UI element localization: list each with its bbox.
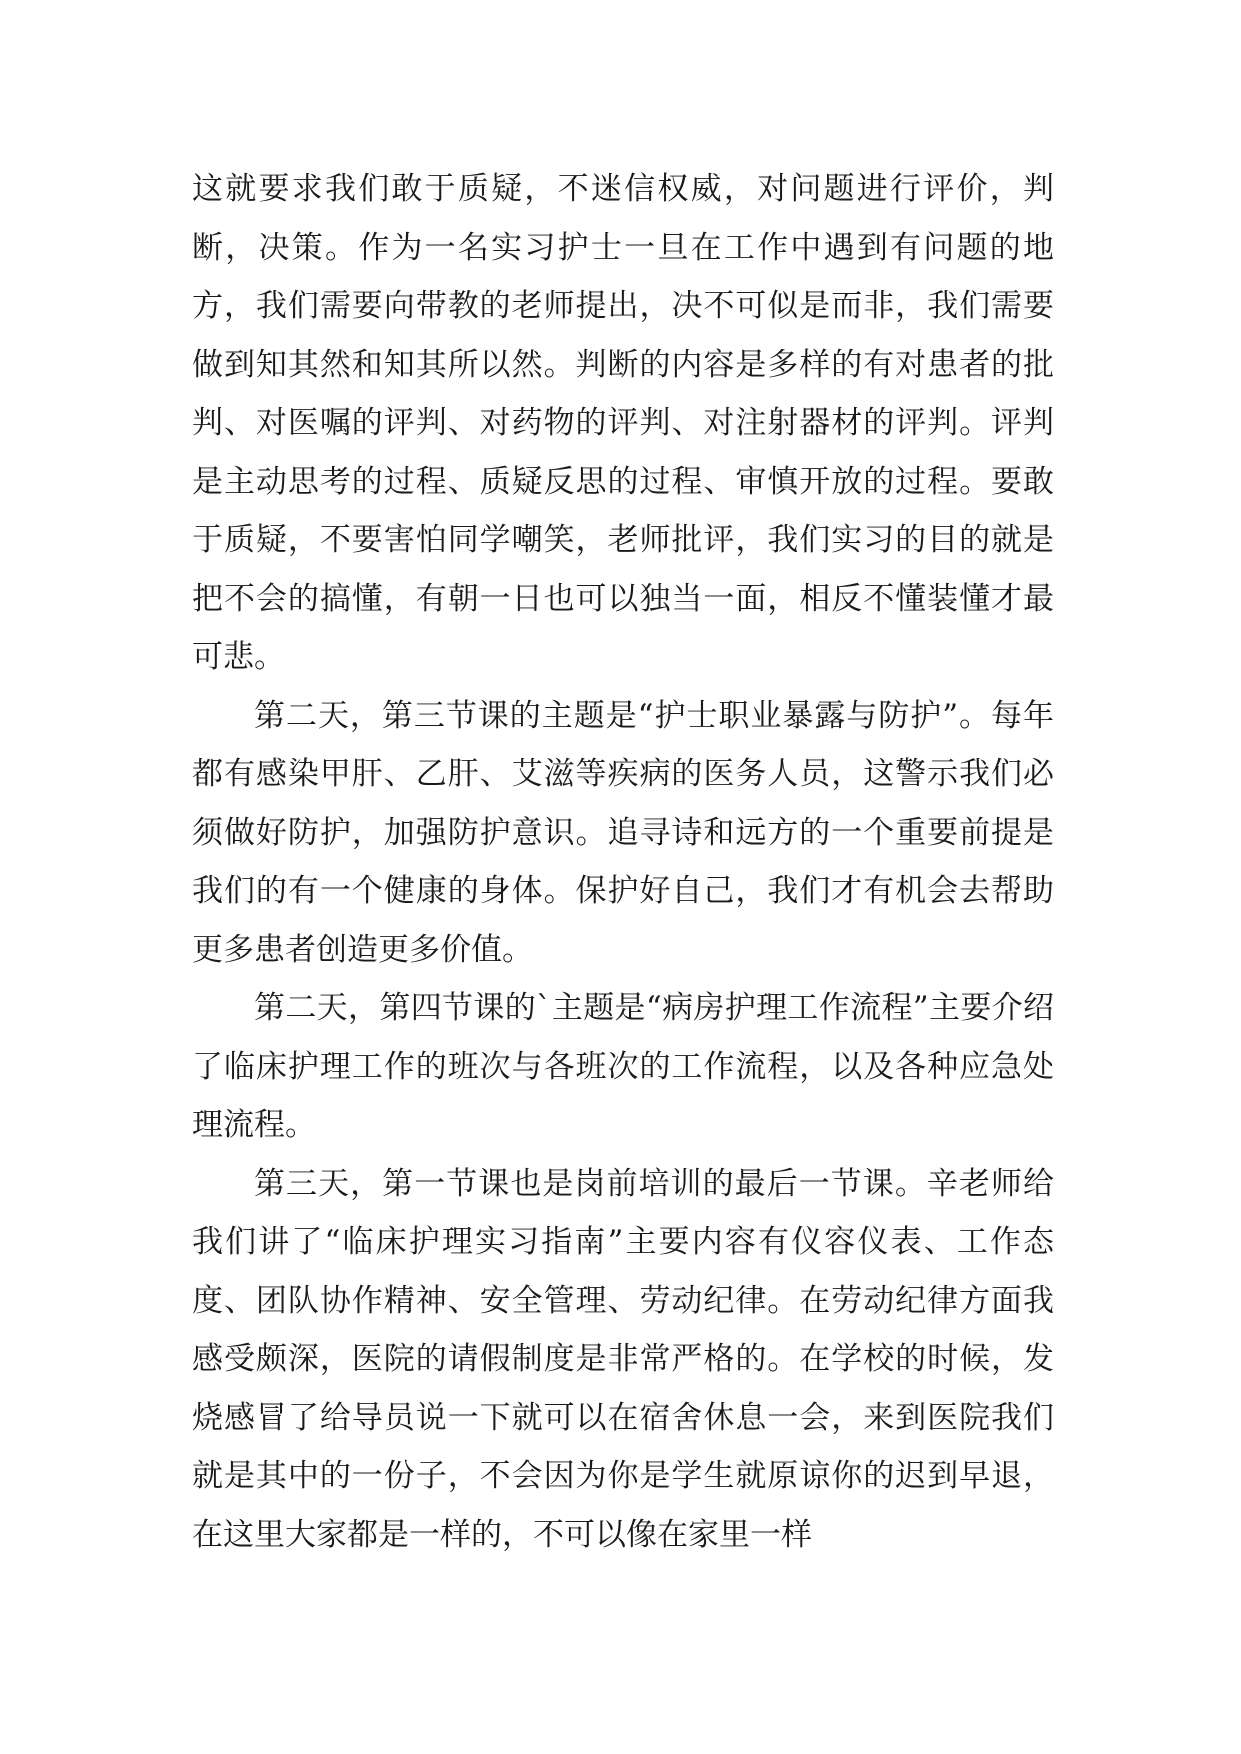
paragraph-ward-workflow: 第二天，第四节课的`主题是“病房护理工作流程”主要介绍了临床护理工作的班次与各班次的工作流程，以及各种应急处理流程。 xyxy=(192,990,1054,1143)
document-body xyxy=(192,160,1054,1564)
paragraph-continuation: 这就要求我们敢于质疑，不迷信权威，对问题进行评价，判断，决策。作为一名实习护士一旦在工作中遇到有问题的地方，我们需要向带教的老师提出，决不可似是而非，我们需要做到知其然和知其所以然。判断的内容是多样的有对患者的批判、对医嘱的评判、对药物的评判、对注射器材的评判。评判是主动思考的过程、质疑反思的过程、审慎开放的过程。要敢于质疑，不要害怕同学嘲笑，老师批评，我们实习的目的就是把不会的搞懂，有朝一日也可以独当一面，相反不懂装懂才最可悲。 xyxy=(192,171,1054,675)
paragraph-occupational-exposure: 第二天，第三节课的主题是“护士职业暴露与防护”。每年都有感染甲肝、乙肝、艾滋等疾病的医务人员，这警示我们必须做好防护，加强防护意识。追寻诗和远方的一个重要前提是我们的有一个健康的身体。保护好自己，我们才有机会去帮助更多患者创造更多价值。 xyxy=(192,697,1054,968)
paragraph-internship-guide: 第三天，第一节课也是岗前培训的最后一节课。辛老师给我们讲了“临床护理实习指南”主要内容有仪容仪表、工作态度、团队协作精神、安全管理、劳动纪律。在劳动纪律方面我感受颇深，医院的请假制度是非常严格的。在学校的时候，发烧感冒了给导员说一下就可以在宿舍休息一会，来到医院我们就是其中的一份子，不会因为你是学生就原谅你的迟到早退，在这里大家都是一样的，不可以像在家里一样 xyxy=(192,1165,1054,1553)
